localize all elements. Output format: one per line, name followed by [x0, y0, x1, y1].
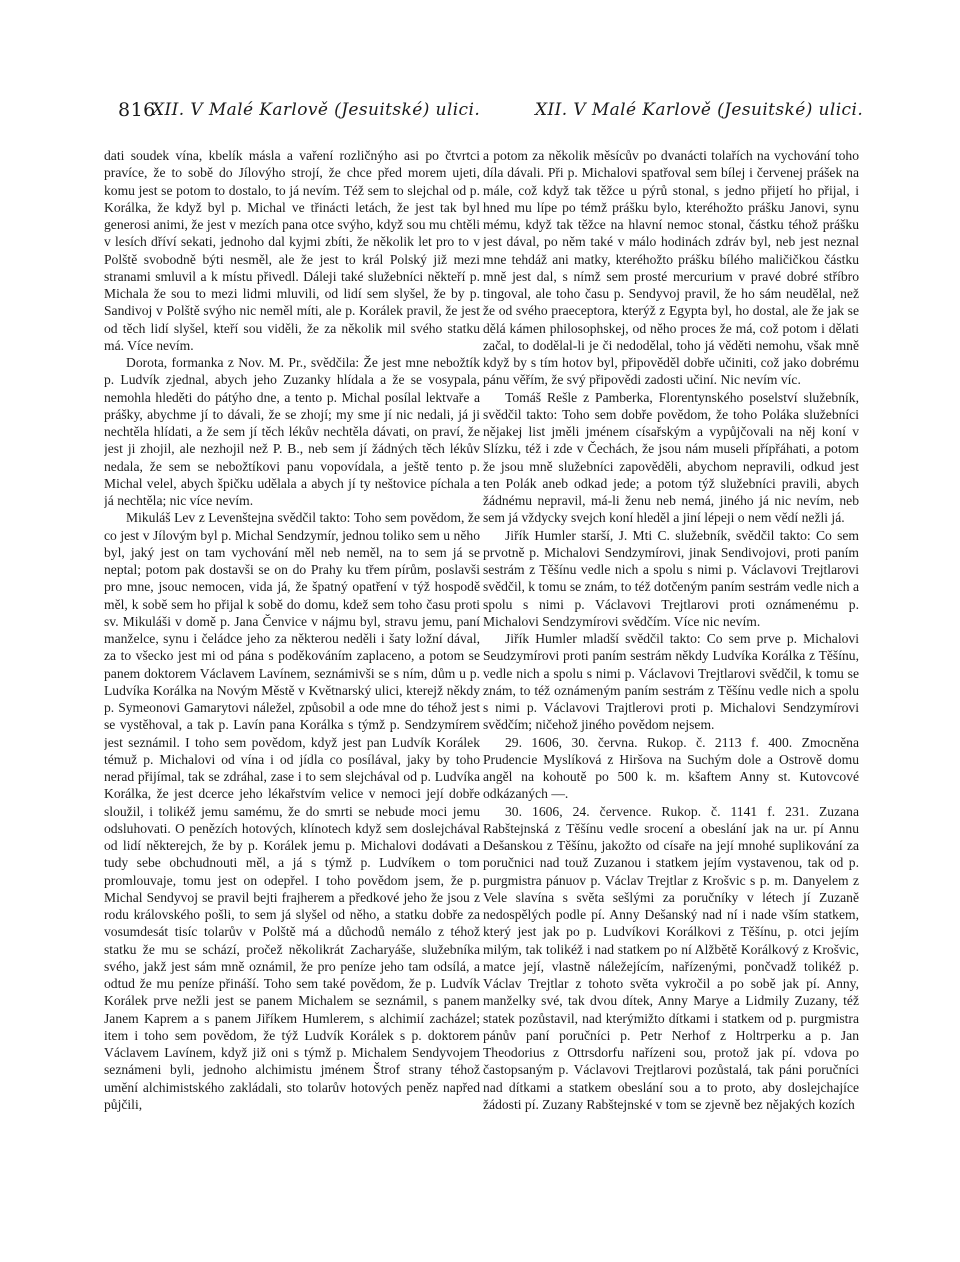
paragraph: dati soudek vína, kbelík másla a vaření rozličnýho asi po čtvrtci pravíce, že to sobě do Jílovýho strojí, že chce před morem ujeti, komu jest se potom to dostalo, to já nevím. Též sem to slejchal od p. Korálka, že když byl p. Michal ve třinácti letách, že jest tak byl generosi animi, že jest v mezích pana otce svýho, když sou mu chtěli v lesích dříví sekati, jednoho dal kyjmi zbíti, že několik let pro to v Polště svobodně býti nesměl, ale že jest to král Polský již mezi stranami smluvil a k místu přivedl. Dáleji také služebníci někteří p. Michala že sou to mezi lidmi mluvili, od lidí sem slyšel, že by p. Sandivoj v Polště svýho nic neměl míti, ale p. Korálek pravil, že jest od těch lidí slyšel, kteří sou viděli, že za několik mil svého statku má. Více nevím. — [104, 148, 480, 353]
paragraph: 30. 1606, 24. července. Rukop. č. 1141 f. 231. Zuzana Rabštejnská z Těšínu vedle srocení a obeslání jak na ur. pí Annu Dešanskou z Těšínu, jakožto od císaře na její mnohé suplikování za poručnici nad touž Zuzanou i statkem jejím vystavenou, tak od p. purgmistra pánuov p. Václav Trejtlar z Krošvic s p. m. Danyelem z Vele slavína s světa sešlými za poručníky v létech jí Zuzaně nedospělých podle pí. Anny Dešanský nad ní i nade vším statkem, který jest jak po p. Ludvíkovi Korálkovi z Těšínu, p. otci jejím milým, tak tolikéž i nad statkem po ní Alžbětě Korálkový z Krošvic, matce její, vlastně náležejícím, nařízenými, pončvadž tolikéž p. Václav Trejtlar z tohoto světa vykročil a po sobě jak pí. Anny, manželky své, tak dvou dítek, Anny Marye a Lidmily Zuzany, též statek pozůstavil, nad kterýmižto dítkami i statkem od p. purgmistra pánův paní poručníci p. Petr Nerhof z Holtrperku a p. Jan Theodorius z Ottrsdorfu nařízeni sou, protož jak pí. vdova po častopsaným p. Václavovi Trejtlarovi pozůstalá, tak páni poručníci nad dítkami a statkem obeslání sou a to proto, aby doslejchajíce žádosti pí. Zuzany Rabštejnské v tom se zjevně bez nějakých kozích — [483, 803, 859, 1112]
left-text-column — [104, 147, 480, 1227]
running-title-right: XII. V Malé Karlově (Jesuitské) ulici. — [535, 100, 864, 120]
running-title-left: XII. V Malé Karlově (Jesuitské) ulici. — [152, 100, 481, 120]
paragraph: Tomáš Rešle z Pamberka, Florentynského poselství služebník, svědčil takto: Toho sem dobře povědom, že toho Poláka služebníci nějakej list jměli jménem císařským a vypůjčovali na něj koní v Slízku, též i zde v Čechách, že jsou nám museli přípřáhati, a potom že jsou mně služebníci zapověděli, abychom nepravili, odkud jest ten Polák aneb odkad jede; a potom týž služebníci pravili, abych žádnému nepravil, má-li ženu neb nemá, jiného já nic nevím, neb sem já vždycky svejch koní hleděl a jiní lépeji o nem vědí nežli já. — [483, 389, 859, 526]
right-text-column — [483, 147, 859, 1227]
page-number: 816 — [118, 99, 156, 121]
paragraph: Jiřík Humler mladší svědčil takto: Co sem prve p. Michalovi Seudzymírovi proti paním sestrám někdy Ludvíka Korálka z Těšínu, vedle nich a spolu s nimi p. Václavovi Trejtlarovi svědčil, k tomu se znám, to též oznámeným paním sestrám z Těšínu vedle nich a spolu s nimi p. Václavovi Trajtlerovi proti p. Michalovi Sendzymírovi svědčím; ničehož jiného povědom nejsem. — [483, 631, 859, 733]
paragraph: Mikuláš Lev z Levenštejna svědčil takto: Toho sem povědom, že co jest v Jílovým byl p. Michal Sendzymír, jednou toliko sem u něho byl, jaký jest on tam vychování měl neb neměl, na to sem já se neptal; potom pak dostavši se on do Prahy ku třem pírům, poslavši pro mne, jsouc nemocen, vida já, že špatný opatření v týž hospodě měl, k sobě sem ho přijal k sobě do domu, kdež sem toho času proti sv. Mikuláši v domě p. Jana Čenvice v nájmu byl, stravu jemu, paní manželce, synu i čeládce jeho za některou neděli i šaty ložní dával, za to všecko jest mi od pána s poděkováním zaplaceno, a potom se panem doktorem Václavem Lavínem, seznámivši se s ním, dům u p. Ludvíka Korálka na Novým Městě v Květnarský ulici, kterejž někdy p. Symeonovi Gamarytovi náležel, způsobil a ode mne do téhož jest se vystěhoval, a tak p. Lavín pana Korálka s týmž p. Sendzymírem jest seznámil. I toho sem povědom, když jest pan Ludvík Korálek témuž p. Michalovi od vína i od jídla co posílával, jaky by toho nerad přijímal, tak se zdráhal, zase i to sem slejchával od p. Ludvíka Korálka, že jest dcerce jeho lékařstvím velice v nemoci její dobře sloužil, i tolikéž jemu samému, že do smrti se nebude moci jemu odsluhovati. O penězích hotových, klínotech když sem doslejchával od lidí některejch, že by p. Korálek jemu p. Michalovi dodávati a tudy sebe obchudnouti měl, a já s týmž p. Ludvíkem o tom promlouvaje, tomu jest on odepřel. I toho povědom jsem, že p. Michal Sendyvoj se pravil bejti frajherem a předkové jeho že jsou z rodu královského pošli, to sem já slyšel od něho, a statku dobře za vosumdesát tisíc tolarův v Polště má a důchodů nemálo z téhož statku že mu se schází, pročež několikrát Zacharyáše, služebníka svého, jakž jest sám mně oznámil, že pro peníze jeho tam odsílá, a odtud že mu peníze přináší. Toho sem také povědom, že p. Ludvík Korálek prve nežli jest se panem Michalem se seznámil, s panem Janem Kaprem a s panem Jiříkem Humlerem, s alchimií zacházel; item i toho sem povědom, že týž Ludvík Korálek s p. doktorem Václavem Lavínem, když již oni s týmž p. Michalem Sendyvojem seznámeni byli, jednoho alchimistu jménem Štrof strany téhož umění alchimistského zakládali, sto tolarův hotových peněz napřed půjčili, — [104, 510, 480, 1112]
paragraph: 29. 1606, 30. června. Rukop. č. 2113 f. 400. Zmocněna Prudencie Myslíková z Hiršova na Suchým dole a Ostrově domu angěl na kohoutě po 500 k. m. kšaftem Anny st. Kutovcové odkázaných —. — [483, 734, 859, 802]
paragraph: a potom za několik měsícův po dvanácti tolařích na vychování toho díla dávali. Při p. Michalovi spatřoval sem bílej i červenej prášek na mále, což když tak těžce u pýrů stonal, s jedno přijetí ho přijal, i hned mu lípe po témž prášku bylo, kteréhožto prášku Janovi, synu mému, když tak těžce na hlavní nemoc stonal, částku téhož prášku jest dával, po něm také v málo hodinách zdráv byl, neb jest neznal mne tehdáž ani matky, kteréhožto prášku bílého maličičkou částku mně jest dal, s nímž sem prosté mercurium v pravé dobré stříbro tingoval, ale toho času p. Sendyvoj pravil, že ho sám neudělal, než že od svého praeceptora, kterýž z Egypta byl, ho dostal, ale že jak se dělá kámen philosophskej, od něho proces že má, což potom i dělati začal, to dodělal-li je či nedodělal, toho já věděti nemohu, však mně když by s tím hotov byl, připověděl dobře učiniti, což jako dobrému pánu věřím, že svý připovědi zadosti učiní. Nic nevím víc. — [483, 148, 859, 388]
paragraph: Jiřík Humler starší, J. Mti C. služebník, svědčil takto: Co sem prvotně p. Michalovi Sendzymírovi, jinak Sendivojovi, proti paním sestrám z Těšínu vedle nich a spolu s nimi p. Václavovi Trejtlarovi svědčil, k tomu se znám, to též dotčeným paním sestrám vedle nich a spolu s nimi p. Václavovi Trejtlarovi proti oznámenému p. Michalovi Sendzymírovi svědčím. Více nic nevím. — [483, 527, 859, 629]
paragraph: Dorota, formanka z Nov. M. Pr., svědčila: Že jest mne nebožtík p. Ludvík zjednal, abych jeho Zuzanky hlídala a že se vosypala, nemohla hleděti do pátýho dne, a tento p. Michal posílal lektvaře a prášky, abychme jí to dávali, že se zhojí; my sme jí nic nedali, já ji nechtěla hlídati, a že sem jí těch lékův nechtěla dávati, on praví, že jest ji zhojil, ale nezhojil než P. B., neb sem jí žádných těch lékův nedala, že sem se nebožtíkovi panu vopovídala, a ještě tento p. Michal velel, abych špičku udělala a abych jí ty neštovice píchala a já nechtěla; nic více nevím. — [104, 355, 480, 508]
